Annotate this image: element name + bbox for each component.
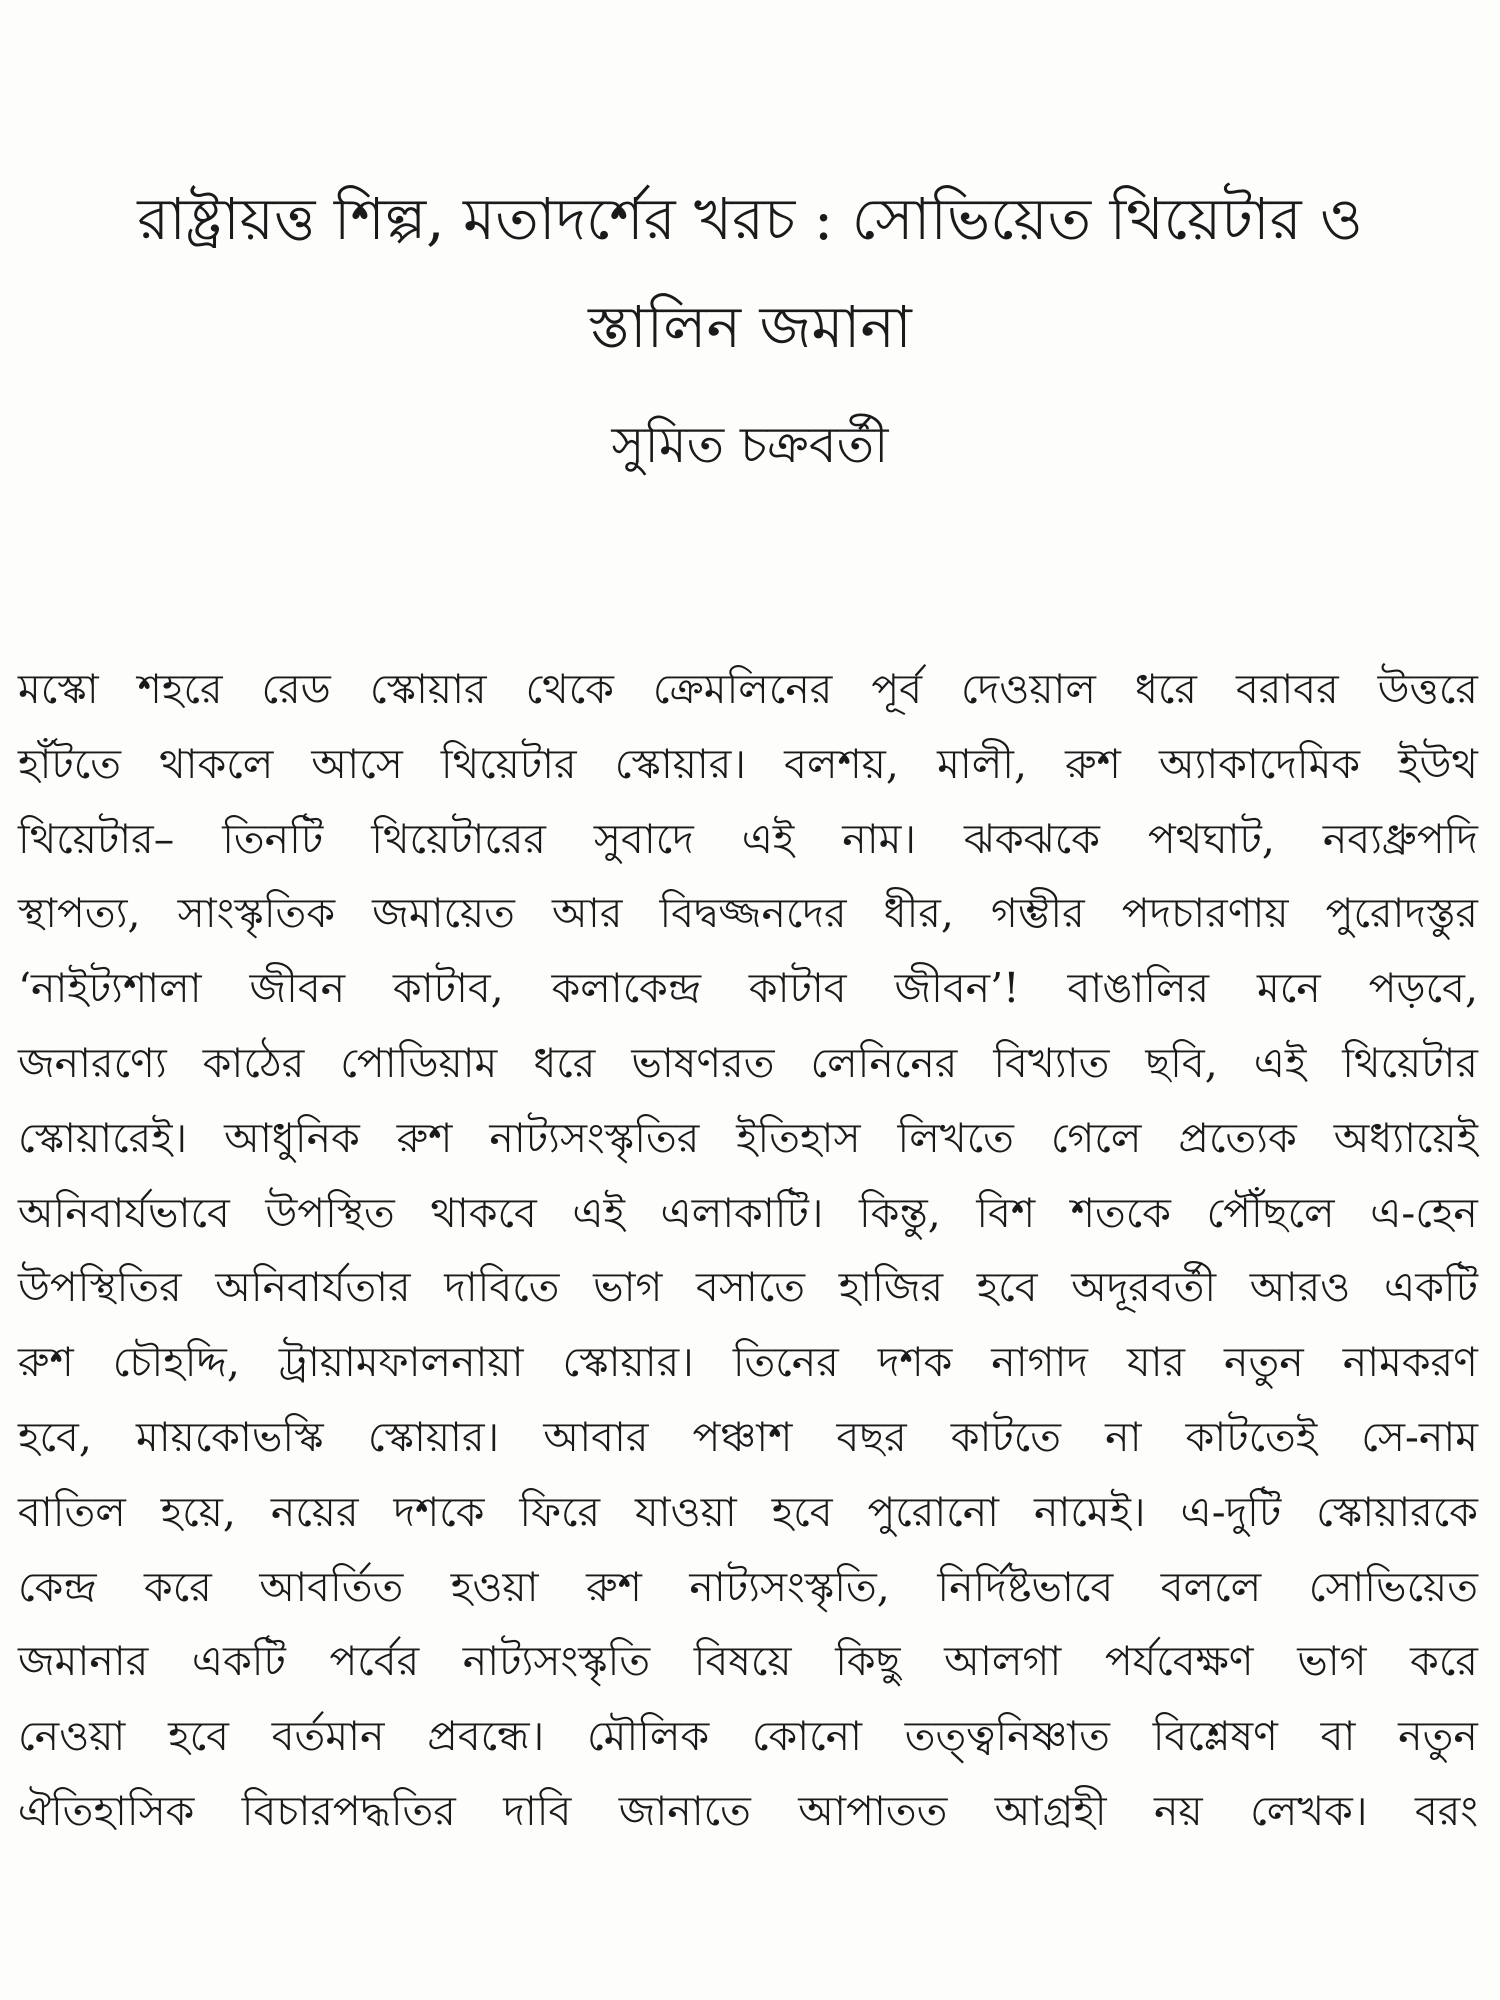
- body-word: থিয়েটার: [1342, 1038, 1478, 1087]
- body-word: স্কোয়ার।: [562, 1338, 694, 1387]
- body-word: গেলে: [1050, 1113, 1142, 1162]
- body-word: জীবন’!: [894, 964, 1020, 1013]
- body-word: ঐতিহাসিক: [18, 1786, 195, 1835]
- body-word: যাওয়া: [635, 1487, 737, 1536]
- body-word: সে-নাম: [1361, 1412, 1478, 1461]
- body-word: নাম।: [842, 814, 917, 863]
- body-word: আরও: [1249, 1263, 1351, 1312]
- body-line: [18, 727, 1478, 802]
- body-word: হবে: [168, 1712, 229, 1761]
- body-word: বিদ্বজ্জনদের: [659, 889, 847, 938]
- body-word: হাজির: [838, 1263, 944, 1312]
- body-line: [18, 1699, 1478, 1774]
- body-word: মালী,: [937, 739, 1028, 788]
- body-line: [18, 1550, 1478, 1625]
- body-word: বললে: [1160, 1562, 1262, 1611]
- body-word: জনারণ্যে: [18, 1038, 167, 1087]
- body-word: শহরে: [137, 665, 223, 713]
- body-line: [18, 1250, 1478, 1325]
- body-word: ট্রায়ামফালনায়া: [278, 1338, 524, 1387]
- body-word: মায়কোভস্কি: [136, 1412, 324, 1461]
- body-word: কাঠের: [202, 1038, 305, 1087]
- body-word: উপস্থিতির: [18, 1263, 182, 1312]
- body-word: অনিবার্যতার: [215, 1263, 411, 1312]
- body-word: পর্বের: [329, 1637, 420, 1686]
- body-word: তত্ত্বনিষ্ণাত: [904, 1712, 1110, 1761]
- author-name: সুমিত চক্রবর্তী: [611, 416, 889, 474]
- body-word: চৌহদ্দি,: [112, 1338, 240, 1387]
- body-word: নির্দিষ্টভাবে: [937, 1562, 1114, 1611]
- body-word: থেকে: [525, 665, 614, 713]
- body-word: জমায়েত: [372, 889, 515, 938]
- body-word: এই: [572, 1188, 625, 1237]
- body-word: এলাকাটি।: [660, 1188, 824, 1237]
- body-word: হয়ে,: [160, 1487, 236, 1536]
- body-word: বর্তমান: [271, 1712, 385, 1761]
- body-line: [18, 1624, 1478, 1699]
- body-word: হবে,: [18, 1412, 92, 1461]
- body-word: পূর্ব: [871, 665, 923, 713]
- body-word: রুশ: [18, 1338, 74, 1387]
- body-word: রেড: [261, 665, 331, 713]
- body-word: আলগা: [944, 1637, 1062, 1686]
- body-word: আবার: [543, 1412, 649, 1461]
- body-line: [18, 1325, 1478, 1400]
- body-word: বিষয়ে: [693, 1637, 792, 1686]
- body-word: লিখতে: [897, 1113, 1014, 1162]
- body-word: কাটাব,: [393, 964, 504, 1013]
- body-word: ছবি,: [1145, 1038, 1218, 1087]
- body-word: উত্তরে: [1377, 665, 1478, 713]
- body-word: কিছু: [835, 1637, 901, 1686]
- body-word: কেন্দ্র: [18, 1562, 97, 1611]
- body-word: প্রবন্ধে।: [427, 1712, 545, 1761]
- body-word: দাবিতে: [444, 1263, 560, 1312]
- body-word: ইতিহাস: [736, 1113, 861, 1162]
- body-word: থাকবে: [430, 1188, 537, 1237]
- body-word: নাট্যসংস্কৃতি,: [689, 1562, 890, 1611]
- body-word: বরাবর: [1235, 665, 1339, 713]
- body-word: ভাগ: [1297, 1637, 1367, 1686]
- body-word: ঝকঝকে: [964, 814, 1100, 863]
- body-word: সাংস্কৃতিক: [177, 889, 336, 938]
- body-word: পোডিয়াম: [340, 1038, 498, 1087]
- body-word: বা: [1320, 1712, 1356, 1761]
- body-word: স্কোয়ারকে: [1316, 1487, 1478, 1536]
- body-word: নেওয়া: [18, 1712, 126, 1761]
- body-word: অনিবার্যভাবে: [18, 1188, 230, 1237]
- body-word: শতকে: [1070, 1188, 1171, 1237]
- body-word: এই: [741, 814, 795, 863]
- body-word: ধরে: [533, 1038, 596, 1087]
- body-word: বিখ্যাত: [993, 1038, 1110, 1087]
- article-title: [40, 165, 1460, 381]
- body-word: দাবি: [503, 1786, 572, 1835]
- body-word: একটি: [191, 1637, 286, 1686]
- body-word: প্রত্যেক: [1178, 1113, 1297, 1162]
- body-word: বলশয়,: [784, 739, 899, 788]
- body-line: [18, 1475, 1478, 1550]
- body-word: কিন্তু,: [859, 1188, 941, 1237]
- body-word: বরং: [1414, 1786, 1478, 1835]
- body-word: না: [1105, 1412, 1142, 1461]
- body-word: ফিরে: [519, 1487, 601, 1536]
- body-word: বিচারপদ্ধতির: [241, 1786, 456, 1835]
- body-line: [18, 1026, 1478, 1101]
- body-word: কাটতেই: [1185, 1412, 1318, 1461]
- body-word: বছর: [836, 1412, 907, 1461]
- body-word: নাট্যসংস্কৃতির: [489, 1113, 700, 1162]
- body-word: মস্কো: [18, 665, 99, 713]
- body-line: [18, 951, 1478, 1026]
- body-word: ধীর,: [883, 889, 954, 938]
- body-word: পুরোনো: [867, 1487, 1000, 1536]
- body-word: কাটতে: [950, 1412, 1062, 1461]
- body-word: নামকরণ: [1342, 1338, 1478, 1387]
- body-word: স্কোয়ার।: [367, 1412, 500, 1461]
- body-word: আর: [552, 889, 623, 938]
- body-word: সোভিয়েত: [1308, 1562, 1478, 1611]
- body-word: দেওয়াল: [961, 665, 1096, 713]
- body-word: নয়: [1154, 1786, 1203, 1835]
- body-word: করে: [144, 1562, 212, 1611]
- body-word: থিয়েটার–: [18, 814, 175, 863]
- body-word: এ-দুটি: [1180, 1487, 1282, 1536]
- body-word: পুরোদস্তুর: [1325, 889, 1478, 938]
- body-word: রুশ: [396, 1113, 453, 1162]
- body-line: [18, 1400, 1478, 1475]
- body-word: মৌলিক: [587, 1712, 710, 1761]
- body-word: থিয়েটার: [440, 739, 577, 788]
- body-word: ভাষণরত: [631, 1038, 775, 1087]
- body-word: অদূরবর্তী: [1071, 1263, 1217, 1312]
- body-word: নব্যধ্রুপদি: [1322, 814, 1478, 863]
- body-word: পর্যবেক্ষণ: [1104, 1637, 1254, 1686]
- body-word: ইউথ: [1398, 739, 1478, 788]
- body-line: [18, 1774, 1478, 1849]
- body-word: কাটাব: [748, 964, 847, 1013]
- article-title-line-2: স্তালিন জমানা: [588, 293, 912, 361]
- body-word: এ-হেন: [1370, 1188, 1478, 1237]
- body-word: থিয়েটারের: [371, 814, 546, 863]
- body-word: করে: [1410, 1637, 1478, 1686]
- body-word: ক্রেমলিনের: [652, 665, 833, 713]
- body-word: নতুন: [1224, 1338, 1304, 1387]
- body-word: পদচারণায়: [1121, 889, 1289, 938]
- article-title-line-1: রাষ্ট্রায়ত্ত শিল্প, মতাদর্শের খরচ : সোভিয়েত থিয়েটার ও: [137, 185, 1363, 253]
- body-word: হওয়া: [450, 1562, 539, 1611]
- body-word: আধুনিক: [224, 1113, 360, 1162]
- body-word: কলাকেন্দ্র: [551, 964, 702, 1013]
- body-word: পড়বে,: [1368, 964, 1478, 1013]
- body-word: আগ্রহী: [994, 1786, 1107, 1835]
- body-word: থাকলে: [159, 739, 274, 788]
- body-word: কোনো: [751, 1712, 862, 1761]
- body-word: ধরে: [1134, 665, 1197, 713]
- body-word: অ্যাকাদেমিক: [1158, 739, 1361, 788]
- body-word: গম্ভীর: [991, 889, 1085, 938]
- body-word: হবে: [771, 1487, 833, 1536]
- body-word: নাগাদ: [991, 1338, 1088, 1387]
- body-word: স্কোয়ার: [369, 665, 487, 713]
- body-word: ‘নাইট্যশালা: [18, 964, 202, 1013]
- body-word: লেখক।: [1250, 1786, 1368, 1835]
- body-word: বসাতে: [696, 1263, 806, 1312]
- body-word: অধ্যায়েই: [1333, 1113, 1478, 1162]
- body-line: [18, 876, 1478, 951]
- body-word: পঞ্চাশ: [692, 1412, 793, 1461]
- body-word: বিশ্লেষণ: [1152, 1712, 1278, 1761]
- body-word: নয়ের: [270, 1487, 359, 1536]
- body-word: বিশ: [976, 1188, 1036, 1237]
- body-word: একটি: [1384, 1263, 1478, 1312]
- body-line: [18, 652, 1478, 727]
- body-line: [18, 802, 1478, 877]
- body-word: দশকে: [393, 1487, 485, 1536]
- body-word: স্থাপত্য,: [18, 889, 141, 938]
- body-word: মনে: [1256, 964, 1321, 1013]
- body-word: দশক: [877, 1338, 953, 1387]
- body-word: জীবন: [249, 964, 346, 1013]
- body-word: স্কোয়ার।: [614, 739, 747, 788]
- body-word: নতুন: [1398, 1712, 1478, 1761]
- body-word: লেনিনের: [810, 1038, 958, 1087]
- body-word: ভাগ: [593, 1263, 663, 1312]
- body-line: [18, 1176, 1478, 1251]
- body-word: রুশ: [586, 1562, 642, 1611]
- body-word: তিনটি: [222, 814, 324, 863]
- body-word: উপস্থিত: [265, 1188, 395, 1237]
- body-word: স্কোয়ারেই।: [18, 1113, 188, 1162]
- body-word: সুবাদে: [593, 814, 694, 863]
- body-word: নামেই।: [1034, 1487, 1146, 1536]
- body-word: জমানার: [18, 1637, 149, 1686]
- body-word: আপাতত: [798, 1786, 948, 1835]
- body-word: রুশ: [1065, 739, 1121, 788]
- body-paragraph: [18, 652, 1478, 1849]
- body-word: পথঘাট,: [1147, 814, 1275, 863]
- body-word: হাঁটতে: [18, 739, 122, 788]
- body-line: [18, 1101, 1478, 1176]
- body-word: আসে: [311, 739, 403, 788]
- body-word: পৌঁছলে: [1206, 1188, 1335, 1237]
- body-word: আবর্তিত: [259, 1562, 404, 1611]
- body-word: যার: [1126, 1338, 1186, 1387]
- body-word: হবে: [976, 1263, 1038, 1312]
- body-word: এই: [1253, 1038, 1307, 1087]
- body-word: বাতিল: [18, 1487, 126, 1536]
- body-word: জানাতে: [618, 1786, 751, 1835]
- body-word: তিনের: [732, 1338, 839, 1387]
- body-word: বাঙালির: [1067, 964, 1210, 1013]
- body-word: নাট্যসংস্কৃতি: [462, 1637, 651, 1686]
